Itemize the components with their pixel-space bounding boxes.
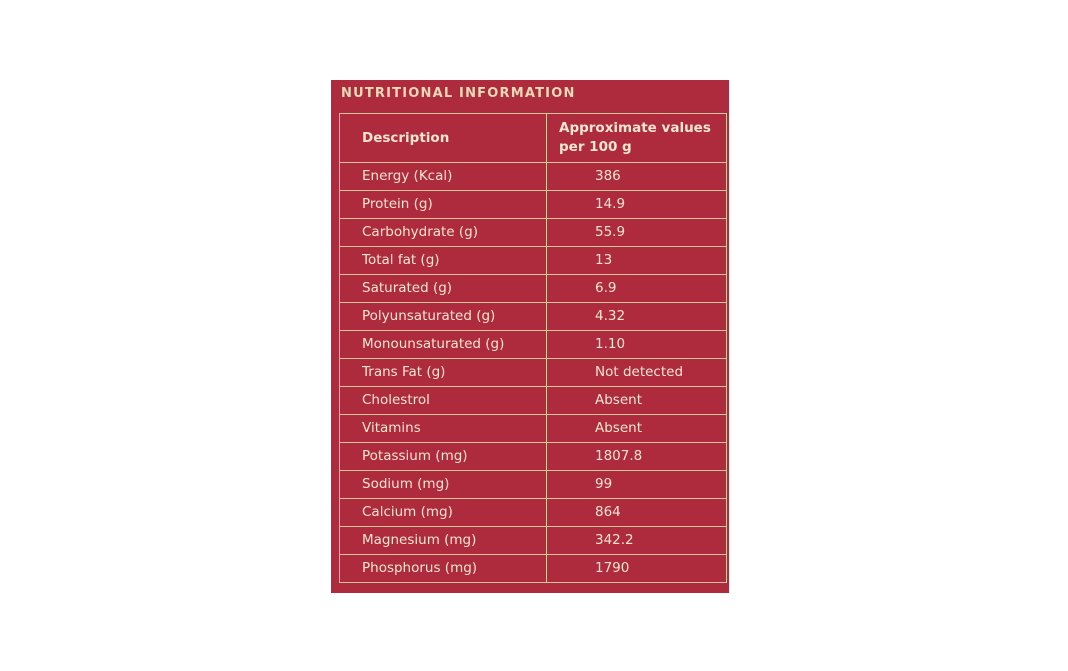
row-label: Cholestrol (340, 387, 547, 415)
table-row (340, 471, 727, 499)
table-row (340, 527, 727, 555)
row-label: Carbohydrate (g) (340, 219, 547, 247)
table-row (340, 331, 727, 359)
row-value: 4.32 (547, 303, 727, 331)
table-row (340, 303, 727, 331)
nutrition-panel (331, 80, 729, 593)
header-values (547, 114, 727, 163)
row-value: 864 (547, 499, 727, 527)
table-header-row (340, 114, 727, 163)
row-value: Not detected (547, 359, 727, 387)
table-row (340, 219, 727, 247)
panel-title: NUTRITIONAL INFORMATION (341, 86, 576, 101)
row-value: 1807.8 (547, 443, 727, 471)
row-value: 55.9 (547, 219, 727, 247)
table-row (340, 387, 727, 415)
row-value: 1.10 (547, 331, 727, 359)
row-value: 14.9 (547, 191, 727, 219)
header-values-line2: per 100 g (559, 139, 632, 155)
table-row (340, 163, 727, 191)
row-value: Absent (547, 415, 727, 443)
row-value: 386 (547, 163, 727, 191)
row-label: Sodium (mg) (340, 471, 547, 499)
row-value: 1790 (547, 555, 727, 583)
row-value: Absent (547, 387, 727, 415)
table-row (340, 443, 727, 471)
table-row (340, 499, 727, 527)
row-label: Phosphorus (mg) (340, 555, 547, 583)
row-label: Potassium (mg) (340, 443, 547, 471)
row-label: Polyunsaturated (g) (340, 303, 547, 331)
table-row (340, 359, 727, 387)
row-label: Trans Fat (g) (340, 359, 547, 387)
row-value: 342.2 (547, 527, 727, 555)
table-row (340, 275, 727, 303)
row-label: Saturated (g) (340, 275, 547, 303)
row-value: 99 (547, 471, 727, 499)
nutrition-table (339, 113, 727, 583)
row-value: 13 (547, 247, 727, 275)
table-row (340, 555, 727, 583)
row-label: Protein (g) (340, 191, 547, 219)
row-label: Magnesium (mg) (340, 527, 547, 555)
table-row (340, 415, 727, 443)
row-label: Vitamins (340, 415, 547, 443)
row-label: Calcium (mg) (340, 499, 547, 527)
row-value: 6.9 (547, 275, 727, 303)
header-values-line1: Approximate values (559, 120, 711, 136)
header-description: Description (340, 114, 547, 163)
row-label: Total fat (g) (340, 247, 547, 275)
table-row (340, 191, 727, 219)
table-row (340, 247, 727, 275)
row-label: Monounsaturated (g) (340, 331, 547, 359)
row-label: Energy (Kcal) (340, 163, 547, 191)
